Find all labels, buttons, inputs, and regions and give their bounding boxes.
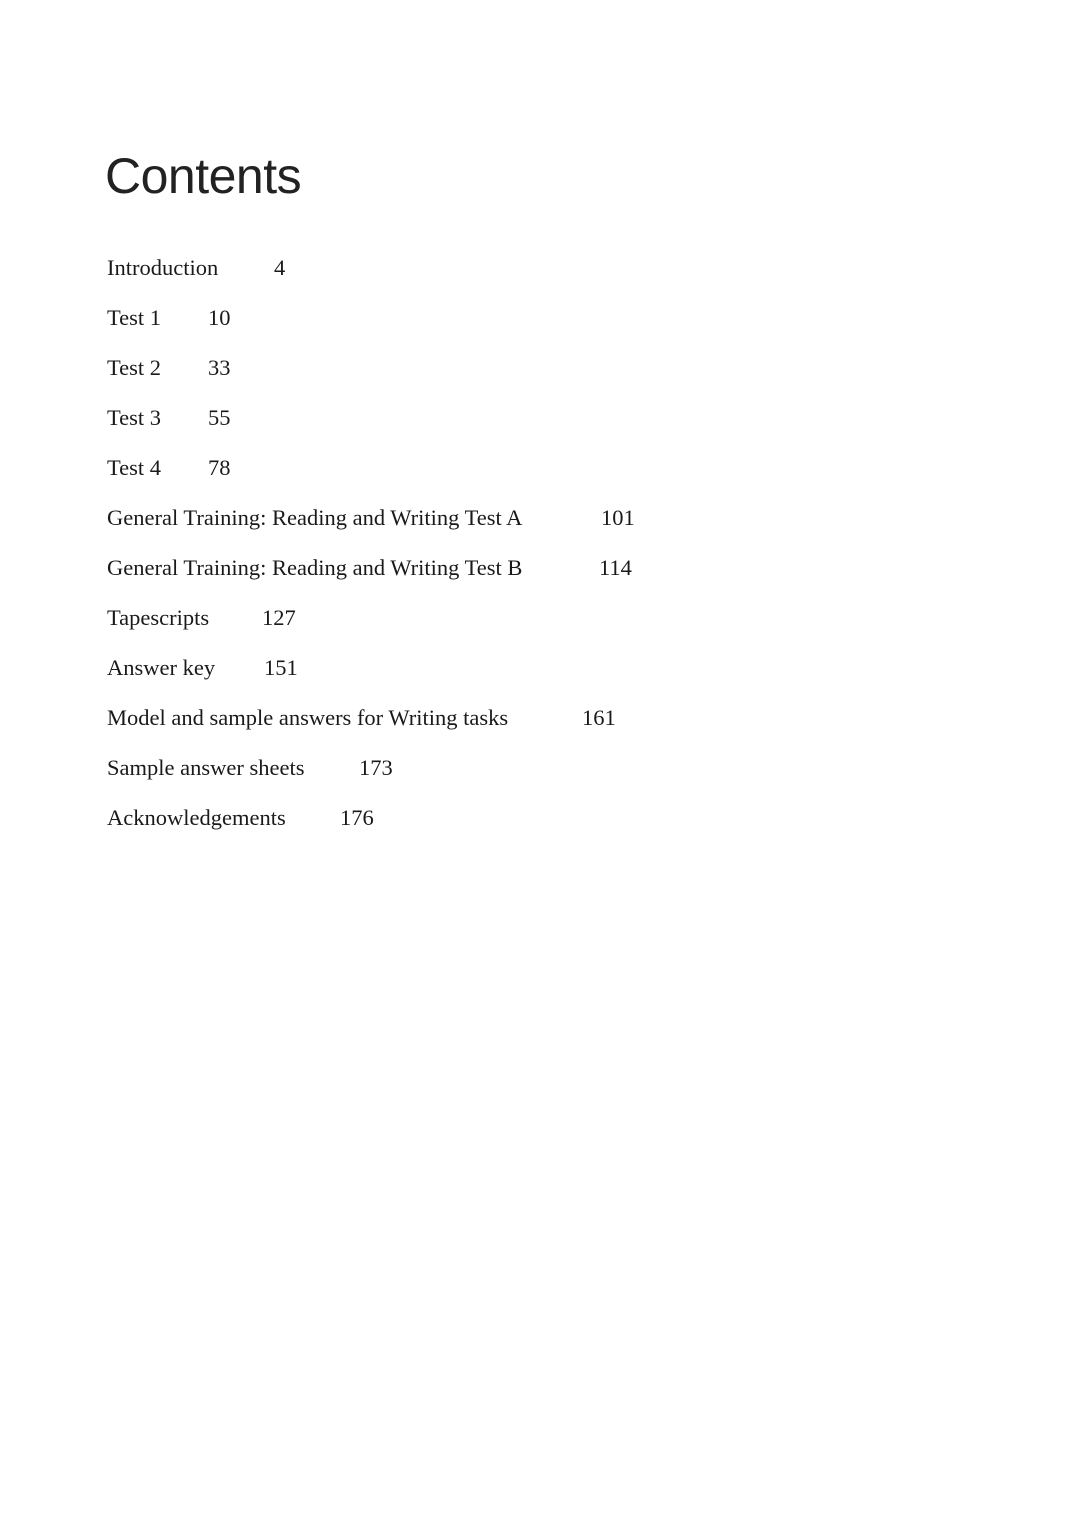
toc-entry-page-number: 151 [264,655,298,680]
toc-entry-page-number: 176 [340,805,374,830]
toc-entry-general-training-test-a[interactable] [107,503,807,533]
toc-entry-page-number: 161 [582,705,616,730]
toc-entry-answer-key[interactable] [107,653,807,683]
toc-entry-label: Tapescripts [107,605,210,630]
toc-entry-label: General Training: Reading and Writing Test A [107,505,523,530]
toc-entry-general-training-test-b[interactable] [107,553,807,583]
toc-entry-label: Answer key [107,655,216,680]
toc-entry-test-3[interactable] [107,403,807,433]
toc-entry-page-number: 4 [274,255,286,280]
toc-entry-label: General Training: Reading and Writing Test B [107,555,523,580]
toc-entry-page-number: 173 [359,755,393,780]
toc-entry-acknowledgements[interactable] [107,803,807,833]
toc-entry-label: Test 4 [107,455,162,480]
toc-entry-introduction[interactable] [107,253,807,283]
page-title: Contents [105,148,302,204]
toc-entry-tapescripts[interactable] [107,603,807,633]
toc-entry-page-number: 78 [208,455,231,480]
toc-entry-page-number: 114 [599,555,632,580]
toc-entry-label: Introduction [107,255,219,280]
toc-entry-sample-answer-sheets[interactable] [107,753,807,783]
toc-entry-label: Test 2 [107,355,162,380]
toc-entry-label: Acknowledgements [107,805,286,830]
toc-entry-label: Model and sample answers for Writing tasks [107,705,509,730]
toc-entry-page-number: 101 [601,505,635,530]
toc-entry-model-and-sample-answers[interactable] [107,703,807,733]
toc-entry-label: Test 3 [107,405,162,430]
toc-entry-page-number: 33 [208,355,231,380]
toc-entry-page-number: 10 [208,305,231,330]
toc-entry-test-2[interactable] [107,353,807,383]
toc-entry-test-1[interactable] [107,303,807,333]
toc-entry-label: Test 1 [107,305,162,330]
toc-entry-page-number: 55 [208,405,231,430]
toc-entry-test-4[interactable] [107,453,807,483]
toc-entry-label: Sample answer sheets [107,755,305,780]
toc-entry-page-number: 127 [262,605,296,630]
